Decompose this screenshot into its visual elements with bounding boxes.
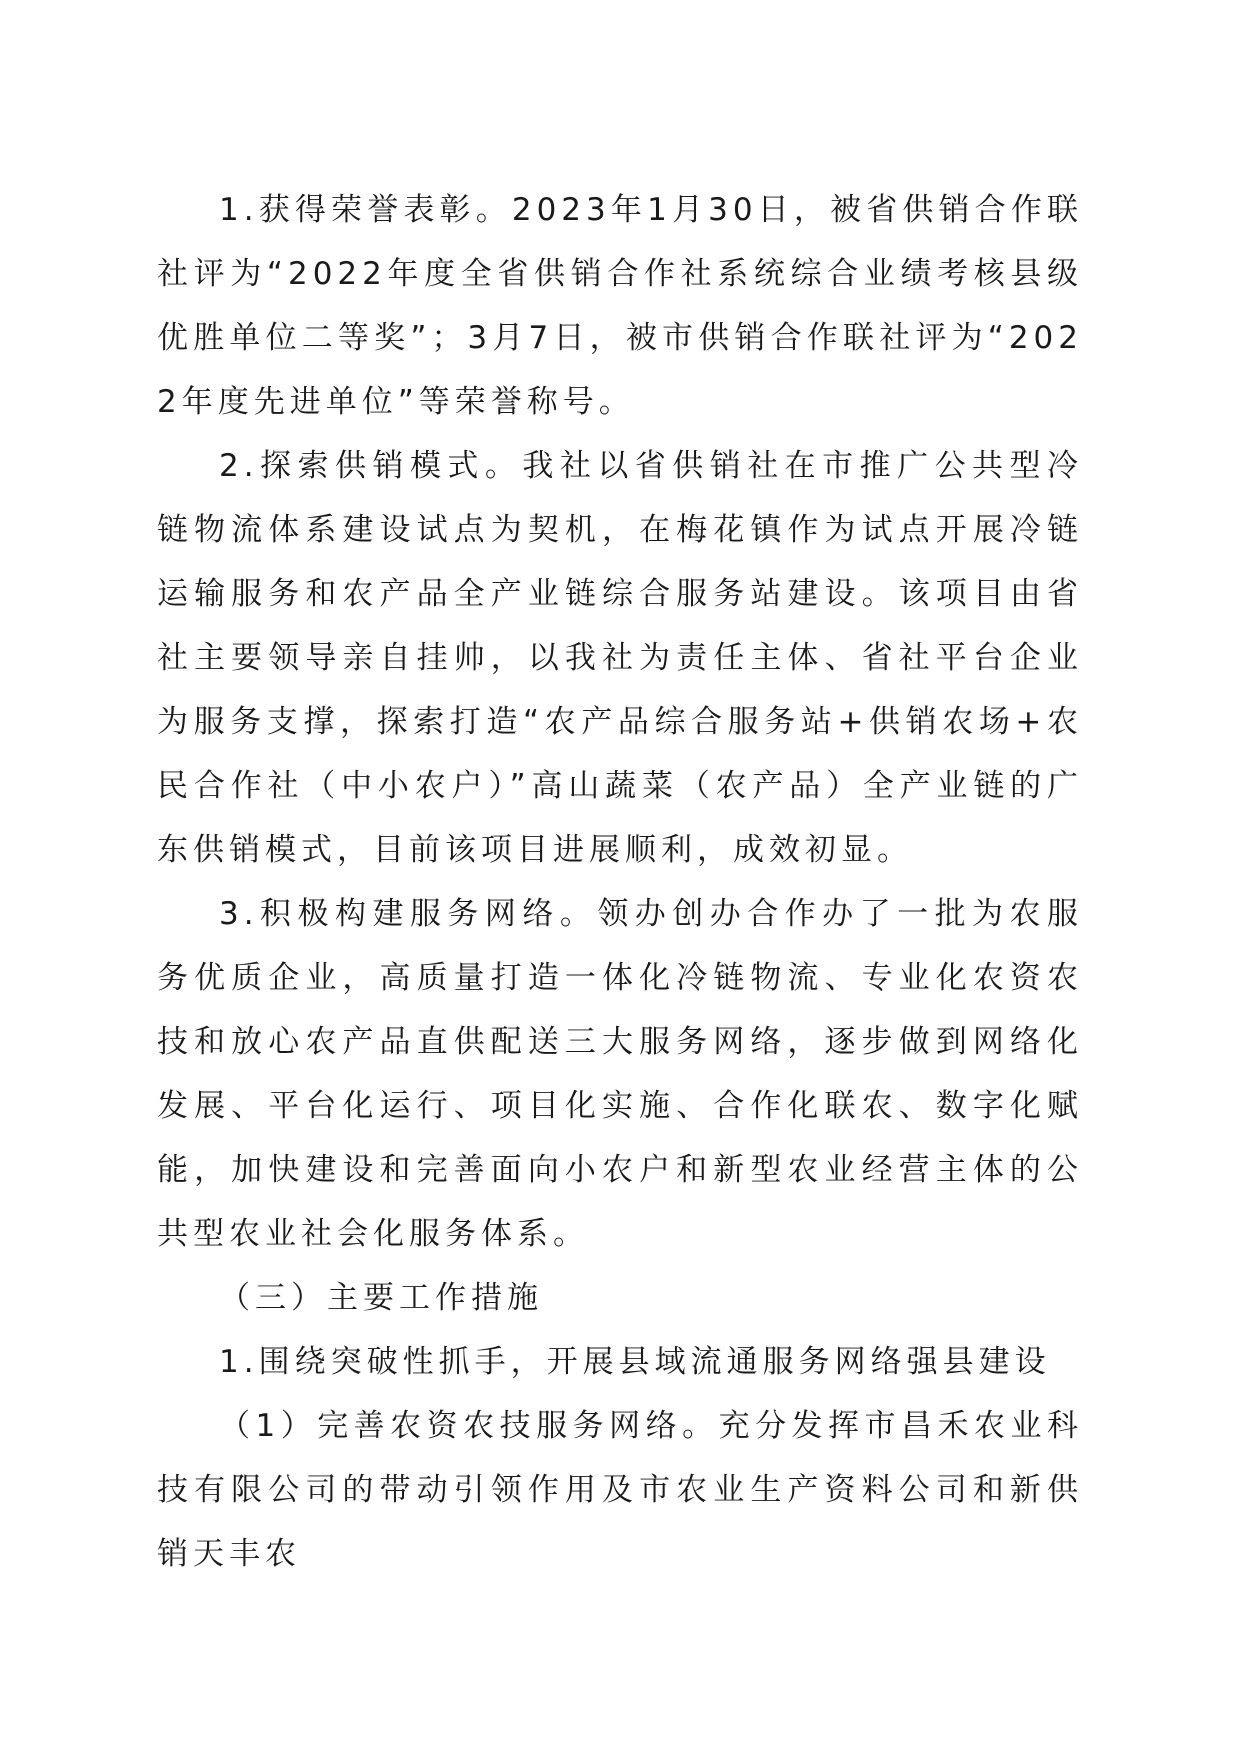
subheading: 1.围绕突破性抓手，开展县域流通服务网络强县建设 — [219, 1344, 1051, 1380]
paragraph-service-network: 3.积极构建服务网络。领办创办合作办了一批为农服务优质企业，高质量打造一体化冷链物流、专业化农资农技和放心农产品直供配送三大服务网络，逐步做到网络化发展、平台化运行、项目化实施、合作化联农、数字化赋能，加快建设和完善面向小农户和新型农业经营主体的公共型农业社会化服务体系。 — [157, 896, 1083, 1252]
paragraph-supply-model: 2.探索供销模式。我社以省供销社在市推广公共型冷链物流体系建设试点为契机，在梅花镇作为试点开展冷链运输服务和农产品全产业链综合服务站建设。该项目由省社主要领导亲自挂帅，以我社为责任主体、省社平台企业为服务支撑，探索打造“农产品综合服务站+供销农场+农民合作社（中小农户）”高山蔬菜（农产品）全产业链的广东供销模式，目前该项目进展顺利，成效初显。 — [157, 448, 1083, 868]
section-heading: （三）主要工作措施 — [219, 1280, 543, 1316]
document-body — [157, 178, 1083, 1586]
paragraph-agri-network: （1）完善农资农技服务网络。充分发挥市昌禾农业科技有限公司的带动引领作用及市农业生产资料公司和新供销天丰农 — [157, 1408, 1083, 1572]
paragraph-honors: 1.获得荣誉表彰。2023年1月30日，被省供销合作联社评为“2022年度全省供销合作社系统综合业绩考核县级优胜单位二等奖”；3月7日，被市供销合作联社评为“2022年度先进单位”等荣誉称号。 — [157, 192, 1083, 420]
